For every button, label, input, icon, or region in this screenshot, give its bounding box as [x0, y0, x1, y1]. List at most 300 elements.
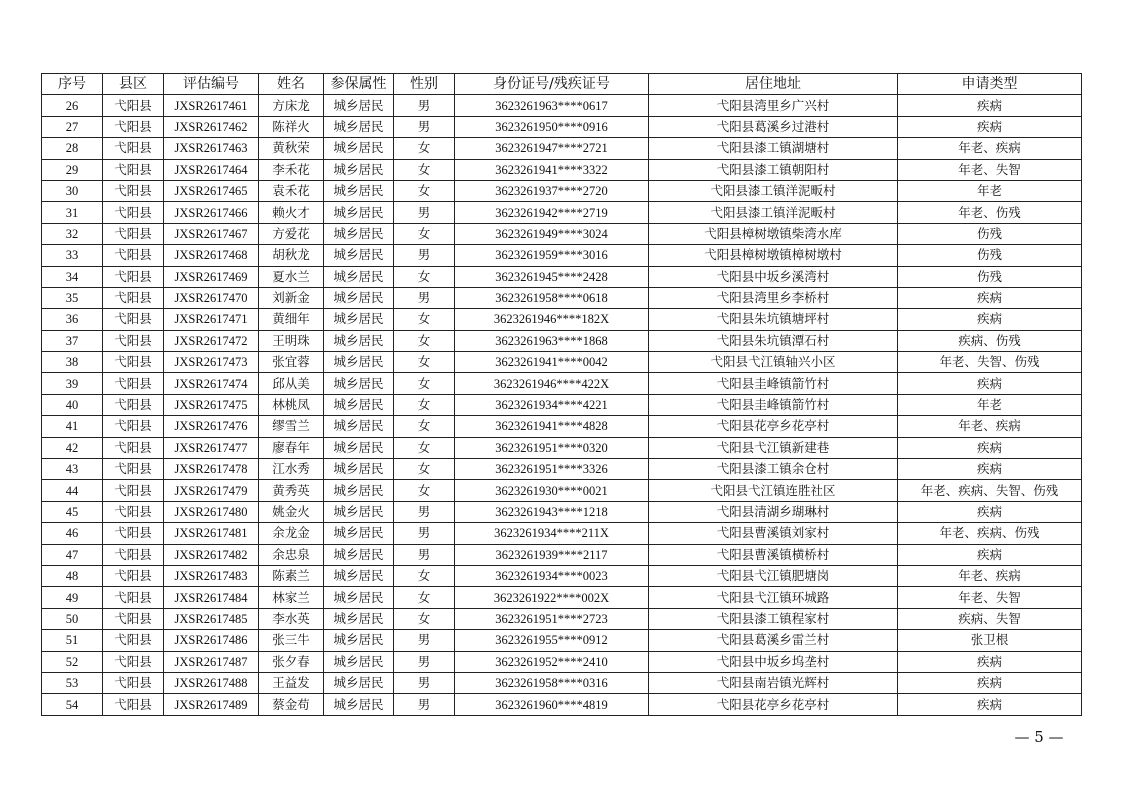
cell-address: 弋阳县弋江镇环城路 — [649, 587, 898, 608]
cell-gender: 女 — [394, 480, 455, 501]
cell-serial-no: 49 — [42, 587, 103, 608]
cell-application-type: 年老、疾病 — [898, 138, 1082, 159]
cell-gender: 女 — [394, 608, 455, 629]
cell-application-type: 年老、失智、伤残 — [898, 352, 1082, 373]
cell-assessment-no: JXSR2617488 — [164, 672, 259, 693]
table-row — [42, 501, 1082, 522]
cell-id-number: 3623261955****0912 — [455, 630, 649, 651]
cell-assessment-no: JXSR2617477 — [164, 437, 259, 458]
cell-assessment-no: JXSR2617465 — [164, 180, 259, 201]
cell-assessment-no: JXSR2617464 — [164, 159, 259, 180]
cell-serial-no: 48 — [42, 565, 103, 586]
cell-application-type: 年老、失智 — [898, 159, 1082, 180]
cell-name: 廖春年 — [259, 437, 324, 458]
cell-name: 王明珠 — [259, 330, 324, 351]
cell-county: 弋阳县 — [103, 223, 164, 244]
table-row — [42, 394, 1082, 415]
cell-name: 缪雪兰 — [259, 416, 324, 437]
cell-serial-no: 26 — [42, 95, 103, 116]
cell-serial-no: 53 — [42, 672, 103, 693]
column-header-gender: 性别 — [394, 74, 455, 95]
cell-id-number: 3623261942****2719 — [455, 202, 649, 223]
cell-serial-no: 40 — [42, 394, 103, 415]
cell-address: 弋阳县弋江镇新建巷 — [649, 437, 898, 458]
cell-application-type: 张卫根 — [898, 630, 1082, 651]
cell-address: 弋阳县漆工镇余仓村 — [649, 459, 898, 480]
cell-county: 弋阳县 — [103, 630, 164, 651]
cell-application-type: 疾病 — [898, 459, 1082, 480]
table-row — [42, 223, 1082, 244]
cell-insurance-type: 城乡居民 — [324, 266, 394, 287]
cell-county: 弋阳县 — [103, 459, 164, 480]
cell-county: 弋阳县 — [103, 437, 164, 458]
cell-county: 弋阳县 — [103, 373, 164, 394]
cell-gender: 男 — [394, 630, 455, 651]
cell-assessment-no: JXSR2617474 — [164, 373, 259, 394]
cell-gender: 女 — [394, 352, 455, 373]
cell-address: 弋阳县南岩镇光辉村 — [649, 672, 898, 693]
table-row — [42, 651, 1082, 672]
cell-application-type: 伤残 — [898, 223, 1082, 244]
cell-serial-no: 39 — [42, 373, 103, 394]
table-row — [42, 544, 1082, 565]
cell-assessment-no: JXSR2617472 — [164, 330, 259, 351]
cell-insurance-type: 城乡居民 — [324, 352, 394, 373]
cell-id-number: 3623261963****0617 — [455, 95, 649, 116]
cell-name: 林家兰 — [259, 587, 324, 608]
cell-serial-no: 42 — [42, 437, 103, 458]
cell-name: 余忠泉 — [259, 544, 324, 565]
cell-assessment-no: JXSR2617467 — [164, 223, 259, 244]
cell-gender: 女 — [394, 223, 455, 244]
cell-name: 蔡金苟 — [259, 694, 324, 715]
cell-county: 弋阳县 — [103, 202, 164, 223]
cell-gender: 男 — [394, 287, 455, 308]
cell-name: 江水秀 — [259, 459, 324, 480]
cell-name: 张三牛 — [259, 630, 324, 651]
table-row — [42, 287, 1082, 308]
cell-name: 赖火才 — [259, 202, 324, 223]
cell-id-number: 3623261941****4828 — [455, 416, 649, 437]
cell-serial-no: 43 — [42, 459, 103, 480]
cell-id-number: 3623261943****1218 — [455, 501, 649, 522]
cell-address: 弋阳县花亭乡花亭村 — [649, 416, 898, 437]
cell-name: 邱从美 — [259, 373, 324, 394]
cell-id-number: 3623261951****3326 — [455, 459, 649, 480]
cell-address: 弋阳县葛溪乡过港村 — [649, 116, 898, 137]
table-row — [42, 116, 1082, 137]
cell-id-number: 3623261934****0023 — [455, 565, 649, 586]
cell-assessment-no: JXSR2617466 — [164, 202, 259, 223]
table-row — [42, 202, 1082, 223]
cell-assessment-no: JXSR2617470 — [164, 287, 259, 308]
cell-assessment-no: JXSR2617486 — [164, 630, 259, 651]
cell-county: 弋阳县 — [103, 416, 164, 437]
cell-address: 弋阳县漆工镇湖塘村 — [649, 138, 898, 159]
cell-serial-no: 27 — [42, 116, 103, 137]
column-header-serial-no: 序号 — [42, 74, 103, 95]
cell-id-number: 3623261930****0021 — [455, 480, 649, 501]
cell-gender: 男 — [394, 116, 455, 137]
cell-application-type: 伤残 — [898, 245, 1082, 266]
cell-address: 弋阳县曹溪镇横桥村 — [649, 544, 898, 565]
cell-insurance-type: 城乡居民 — [324, 501, 394, 522]
cell-name: 方爱花 — [259, 223, 324, 244]
cell-insurance-type: 城乡居民 — [324, 223, 394, 244]
cell-county: 弋阳县 — [103, 544, 164, 565]
table-row — [42, 630, 1082, 651]
cell-insurance-type: 城乡居民 — [324, 608, 394, 629]
cell-address: 弋阳县清湖乡瑚琳村 — [649, 501, 898, 522]
cell-gender: 女 — [394, 416, 455, 437]
cell-assessment-no: JXSR2617476 — [164, 416, 259, 437]
cell-serial-no: 33 — [42, 245, 103, 266]
cell-application-type: 年老、疾病 — [898, 565, 1082, 586]
cell-assessment-no: JXSR2617480 — [164, 501, 259, 522]
table-row — [42, 159, 1082, 180]
cell-assessment-no: JXSR2617462 — [164, 116, 259, 137]
cell-id-number: 3623261946****422X — [455, 373, 649, 394]
cell-address: 弋阳县樟树墩镇柴湾水库 — [649, 223, 898, 244]
cell-application-type: 疾病、伤残 — [898, 330, 1082, 351]
table-row — [42, 180, 1082, 201]
cell-county: 弋阳县 — [103, 159, 164, 180]
cell-insurance-type: 城乡居民 — [324, 630, 394, 651]
cell-address: 弋阳县葛溪乡雷兰村 — [649, 630, 898, 651]
cell-assessment-no: JXSR2617478 — [164, 459, 259, 480]
cell-insurance-type: 城乡居民 — [324, 245, 394, 266]
cell-serial-no: 44 — [42, 480, 103, 501]
cell-gender: 男 — [394, 95, 455, 116]
cell-gender: 女 — [394, 159, 455, 180]
cell-address: 弋阳县湾里乡李桥村 — [649, 287, 898, 308]
cell-assessment-no: JXSR2617468 — [164, 245, 259, 266]
cell-gender: 男 — [394, 245, 455, 266]
cell-insurance-type: 城乡居民 — [324, 309, 394, 330]
cell-gender: 女 — [394, 394, 455, 415]
cell-name: 王益发 — [259, 672, 324, 693]
cell-county: 弋阳县 — [103, 608, 164, 629]
table-row — [42, 352, 1082, 373]
cell-id-number: 3623261951****0320 — [455, 437, 649, 458]
table-body — [42, 95, 1082, 715]
cell-id-number: 3623261960****4819 — [455, 694, 649, 715]
table-row — [42, 608, 1082, 629]
cell-county: 弋阳县 — [103, 694, 164, 715]
cell-application-type: 疾病 — [898, 437, 1082, 458]
cell-id-number: 3623261952****2410 — [455, 651, 649, 672]
cell-assessment-no: JXSR2617463 — [164, 138, 259, 159]
cell-gender: 女 — [394, 459, 455, 480]
cell-gender: 男 — [394, 202, 455, 223]
cell-insurance-type: 城乡居民 — [324, 523, 394, 544]
cell-serial-no: 54 — [42, 694, 103, 715]
cell-insurance-type: 城乡居民 — [324, 587, 394, 608]
cell-county: 弋阳县 — [103, 95, 164, 116]
table-header-row — [42, 74, 1082, 95]
cell-address: 弋阳县朱坑镇潭石村 — [649, 330, 898, 351]
cell-gender: 女 — [394, 309, 455, 330]
cell-id-number: 3623261959****3016 — [455, 245, 649, 266]
cell-gender: 女 — [394, 180, 455, 201]
cell-address: 弋阳县湾里乡广兴村 — [649, 95, 898, 116]
table-row — [42, 309, 1082, 330]
cell-county: 弋阳县 — [103, 565, 164, 586]
cell-county: 弋阳县 — [103, 394, 164, 415]
table-row — [42, 694, 1082, 715]
cell-gender: 女 — [394, 138, 455, 159]
cell-name: 姚金火 — [259, 501, 324, 522]
cell-name: 袁禾花 — [259, 180, 324, 201]
cell-insurance-type: 城乡居民 — [324, 651, 394, 672]
cell-address: 弋阳县漆工镇洋泥畈村 — [649, 180, 898, 201]
cell-insurance-type: 城乡居民 — [324, 330, 394, 351]
cell-county: 弋阳县 — [103, 330, 164, 351]
cell-insurance-type: 城乡居民 — [324, 138, 394, 159]
cell-serial-no: 45 — [42, 501, 103, 522]
cell-county: 弋阳县 — [103, 138, 164, 159]
cell-gender: 女 — [394, 266, 455, 287]
cell-name: 黄秋荣 — [259, 138, 324, 159]
cell-id-number: 3623261934****4221 — [455, 394, 649, 415]
cell-name: 林桃凤 — [259, 394, 324, 415]
table-row — [42, 565, 1082, 586]
table-row — [42, 672, 1082, 693]
cell-county: 弋阳县 — [103, 587, 164, 608]
cell-address: 弋阳县漆工镇朝阳村 — [649, 159, 898, 180]
cell-serial-no: 36 — [42, 309, 103, 330]
cell-insurance-type: 城乡居民 — [324, 416, 394, 437]
cell-serial-no: 34 — [42, 266, 103, 287]
cell-name: 张夕春 — [259, 651, 324, 672]
cell-id-number: 3623261947****2721 — [455, 138, 649, 159]
cell-gender: 男 — [394, 523, 455, 544]
cell-application-type: 疾病 — [898, 672, 1082, 693]
cell-application-type: 疾病 — [898, 373, 1082, 394]
cell-address: 弋阳县圭峰镇箭竹村 — [649, 394, 898, 415]
cell-id-number: 3623261958****0316 — [455, 672, 649, 693]
cell-assessment-no: JXSR2617479 — [164, 480, 259, 501]
table-row — [42, 245, 1082, 266]
table-row — [42, 587, 1082, 608]
cell-name: 余龙金 — [259, 523, 324, 544]
cell-serial-no: 47 — [42, 544, 103, 565]
cell-id-number: 3623261963****1868 — [455, 330, 649, 351]
cell-name: 张宜蓉 — [259, 352, 324, 373]
cell-id-number: 3623261945****2428 — [455, 266, 649, 287]
cell-application-type: 疾病 — [898, 501, 1082, 522]
cell-name: 胡秋龙 — [259, 245, 324, 266]
cell-gender: 女 — [394, 330, 455, 351]
cell-insurance-type: 城乡居民 — [324, 459, 394, 480]
column-header-address: 居住地址 — [649, 74, 898, 95]
cell-serial-no: 28 — [42, 138, 103, 159]
cell-application-type: 疾病 — [898, 116, 1082, 137]
cell-county: 弋阳县 — [103, 245, 164, 266]
column-header-id-number: 身份证号/残疾证号 — [455, 74, 649, 95]
cell-address: 弋阳县曹溪镇刘家村 — [649, 523, 898, 544]
cell-insurance-type: 城乡居民 — [324, 202, 394, 223]
cell-insurance-type: 城乡居民 — [324, 95, 394, 116]
cell-county: 弋阳县 — [103, 266, 164, 287]
cell-county: 弋阳县 — [103, 672, 164, 693]
cell-insurance-type: 城乡居民 — [324, 565, 394, 586]
cell-id-number: 3623261939****2117 — [455, 544, 649, 565]
cell-county: 弋阳县 — [103, 116, 164, 137]
table-row — [42, 266, 1082, 287]
cell-address: 弋阳县漆工镇洋泥畈村 — [649, 202, 898, 223]
table-row — [42, 480, 1082, 501]
cell-insurance-type: 城乡居民 — [324, 480, 394, 501]
cell-insurance-type: 城乡居民 — [324, 373, 394, 394]
cell-county: 弋阳县 — [103, 651, 164, 672]
cell-assessment-no: JXSR2617461 — [164, 95, 259, 116]
cell-serial-no: 30 — [42, 180, 103, 201]
cell-gender: 男 — [394, 651, 455, 672]
cell-serial-no: 51 — [42, 630, 103, 651]
table-row — [42, 95, 1082, 116]
cell-name: 李禾花 — [259, 159, 324, 180]
cell-serial-no: 38 — [42, 352, 103, 373]
cell-insurance-type: 城乡居民 — [324, 672, 394, 693]
table-row — [42, 138, 1082, 159]
cell-gender: 男 — [394, 694, 455, 715]
cell-application-type: 年老、疾病、失智、伤残 — [898, 480, 1082, 501]
cell-name: 黄细年 — [259, 309, 324, 330]
column-header-county: 县区 — [103, 74, 164, 95]
cell-serial-no: 52 — [42, 651, 103, 672]
cell-insurance-type: 城乡居民 — [324, 116, 394, 137]
cell-id-number: 3623261950****0916 — [455, 116, 649, 137]
column-header-name: 姓名 — [259, 74, 324, 95]
cell-serial-no: 31 — [42, 202, 103, 223]
cell-gender: 女 — [394, 587, 455, 608]
cell-assessment-no: JXSR2617469 — [164, 266, 259, 287]
cell-assessment-no: JXSR2617484 — [164, 587, 259, 608]
cell-application-type: 年老 — [898, 180, 1082, 201]
cell-county: 弋阳县 — [103, 480, 164, 501]
cell-address: 弋阳县弋江镇轴兴小区 — [649, 352, 898, 373]
table-row — [42, 459, 1082, 480]
cell-serial-no: 37 — [42, 330, 103, 351]
cell-address: 弋阳县樟树墩镇樟树墩村 — [649, 245, 898, 266]
table-row — [42, 416, 1082, 437]
cell-county: 弋阳县 — [103, 309, 164, 330]
cell-assessment-no: JXSR2617475 — [164, 394, 259, 415]
cell-name: 李水英 — [259, 608, 324, 629]
cell-address: 弋阳县朱坑镇塘坪村 — [649, 309, 898, 330]
cell-application-type: 年老、伤残 — [898, 202, 1082, 223]
cell-address: 弋阳县圭峰镇箭竹村 — [649, 373, 898, 394]
cell-insurance-type: 城乡居民 — [324, 394, 394, 415]
table-row — [42, 523, 1082, 544]
table-row — [42, 373, 1082, 394]
cell-serial-no: 29 — [42, 159, 103, 180]
cell-assessment-no: JXSR2617485 — [164, 608, 259, 629]
cell-name: 刘新金 — [259, 287, 324, 308]
cell-application-type: 疾病 — [898, 95, 1082, 116]
cell-insurance-type: 城乡居民 — [324, 437, 394, 458]
cell-gender: 女 — [394, 565, 455, 586]
cell-insurance-type: 城乡居民 — [324, 287, 394, 308]
cell-name: 黄秀英 — [259, 480, 324, 501]
cell-assessment-no: JXSR2617481 — [164, 523, 259, 544]
cell-application-type: 疾病 — [898, 694, 1082, 715]
cell-name: 方床龙 — [259, 95, 324, 116]
cell-application-type: 疾病 — [898, 651, 1082, 672]
cell-application-type: 年老 — [898, 394, 1082, 415]
cell-county: 弋阳县 — [103, 523, 164, 544]
cell-id-number: 3623261951****2723 — [455, 608, 649, 629]
cell-id-number: 3623261958****0618 — [455, 287, 649, 308]
cell-application-type: 疾病 — [898, 309, 1082, 330]
cell-serial-no: 35 — [42, 287, 103, 308]
applicant-table — [41, 73, 1082, 716]
cell-gender: 女 — [394, 437, 455, 458]
cell-assessment-no: JXSR2617487 — [164, 651, 259, 672]
cell-address: 弋阳县中坂乡溪湾村 — [649, 266, 898, 287]
cell-id-number: 3623261937****2720 — [455, 180, 649, 201]
cell-insurance-type: 城乡居民 — [324, 694, 394, 715]
table-row — [42, 330, 1082, 351]
cell-name: 陈祥火 — [259, 116, 324, 137]
cell-address: 弋阳县弋江镇肥塘岗 — [649, 565, 898, 586]
cell-application-type: 疾病 — [898, 287, 1082, 308]
cell-application-type: 疾病、失智 — [898, 608, 1082, 629]
cell-assessment-no: JXSR2617482 — [164, 544, 259, 565]
cell-serial-no: 41 — [42, 416, 103, 437]
cell-gender: 男 — [394, 544, 455, 565]
cell-address: 弋阳县弋江镇连胜社区 — [649, 480, 898, 501]
cell-county: 弋阳县 — [103, 287, 164, 308]
cell-application-type: 年老、疾病 — [898, 416, 1082, 437]
cell-serial-no: 50 — [42, 608, 103, 629]
cell-address: 弋阳县中坂乡坞垄村 — [649, 651, 898, 672]
cell-serial-no: 32 — [42, 223, 103, 244]
cell-serial-no: 46 — [42, 523, 103, 544]
cell-application-type: 年老、失智 — [898, 587, 1082, 608]
cell-name: 夏水兰 — [259, 266, 324, 287]
cell-county: 弋阳县 — [103, 352, 164, 373]
cell-assessment-no: JXSR2617483 — [164, 565, 259, 586]
column-header-insurance-type: 参保属性 — [324, 74, 394, 95]
cell-insurance-type: 城乡居民 — [324, 159, 394, 180]
cell-id-number: 3623261934****211X — [455, 523, 649, 544]
cell-gender: 男 — [394, 672, 455, 693]
cell-address: 弋阳县花亭乡花亭村 — [649, 694, 898, 715]
cell-insurance-type: 城乡居民 — [324, 180, 394, 201]
cell-application-type: 伤残 — [898, 266, 1082, 287]
cell-id-number: 3623261941****0042 — [455, 352, 649, 373]
cell-county: 弋阳县 — [103, 180, 164, 201]
cell-assessment-no: JXSR2617489 — [164, 694, 259, 715]
page-number: — 5 — — [1014, 728, 1064, 746]
cell-address: 弋阳县漆工镇程家村 — [649, 608, 898, 629]
cell-id-number: 3623261949****3024 — [455, 223, 649, 244]
cell-id-number: 3623261941****3322 — [455, 159, 649, 180]
cell-application-type: 年老、疾病、伤残 — [898, 523, 1082, 544]
column-header-application-type: 申请类型 — [898, 74, 1082, 95]
cell-name: 陈素兰 — [259, 565, 324, 586]
cell-assessment-no: JXSR2617473 — [164, 352, 259, 373]
cell-insurance-type: 城乡居民 — [324, 544, 394, 565]
column-header-assessment-no: 评估编号 — [164, 74, 259, 95]
cell-gender: 女 — [394, 373, 455, 394]
cell-gender: 男 — [394, 501, 455, 522]
cell-id-number: 3623261922****002X — [455, 587, 649, 608]
table-row — [42, 437, 1082, 458]
cell-county: 弋阳县 — [103, 501, 164, 522]
